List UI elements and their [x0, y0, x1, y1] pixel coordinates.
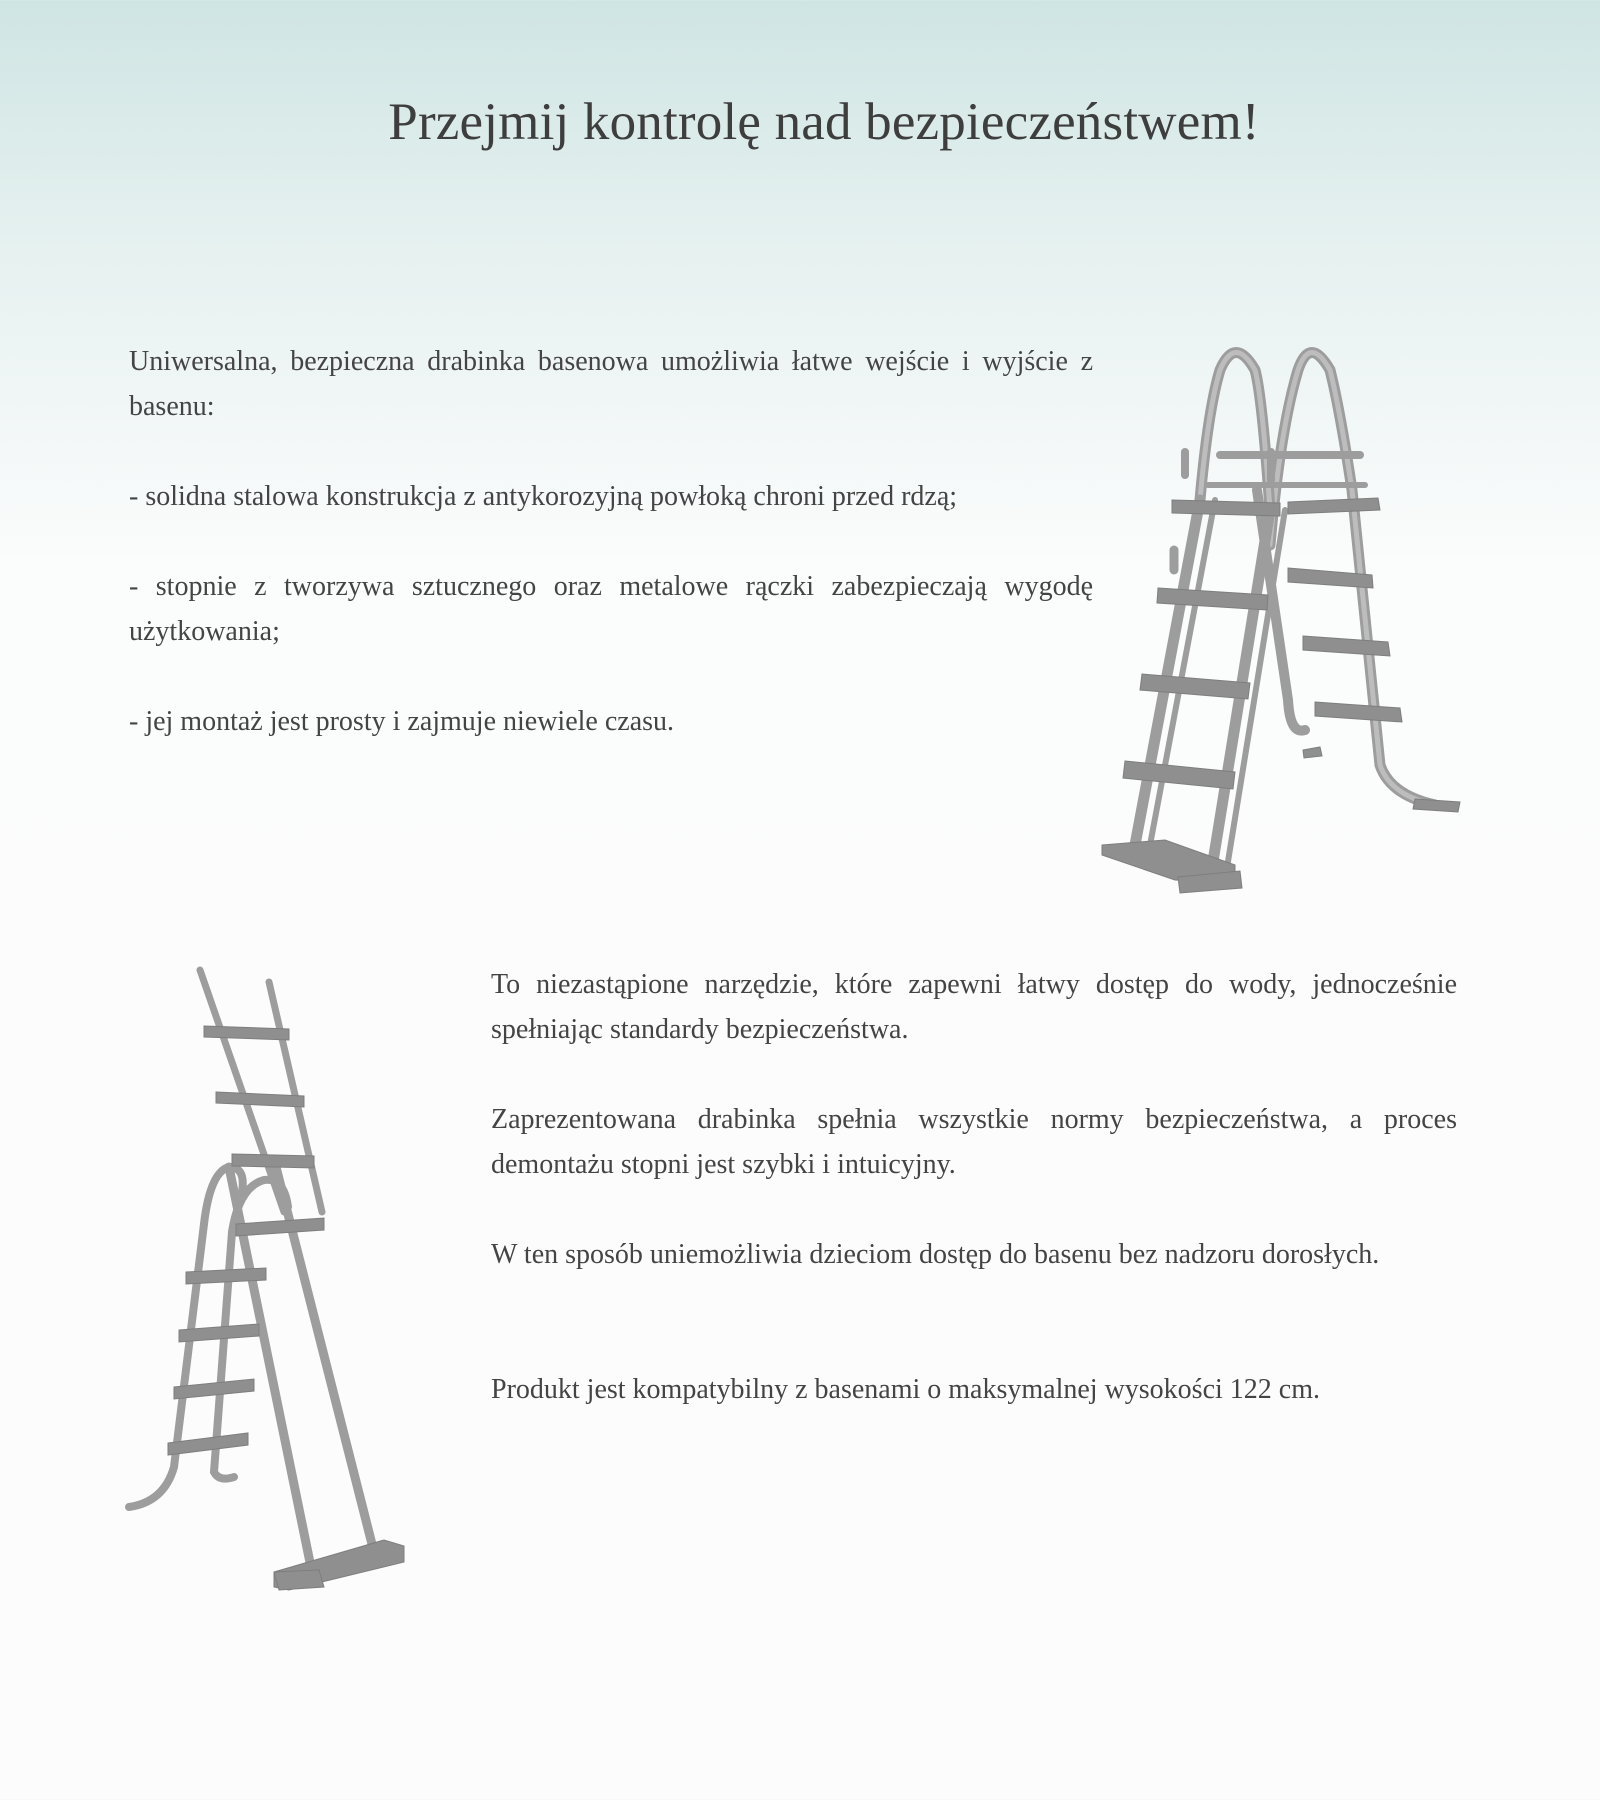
- tool-paragraph: To niezastąpione narzędzie, które zapewni łatwy dostęp do wody, jednocześnie spełniając standardy bezpieczeństwa.: [491, 969, 1457, 1045]
- pool-ladder-side-image: [124, 962, 424, 1602]
- safety-norms-paragraph: Zaprezentowana drabinka spełnia wszystkie normy bezpieczeństwa, a proces demontażu stopni jest szybki i intuicyjny.: [491, 1104, 1457, 1180]
- pool-ladder-image: [1090, 340, 1470, 900]
- description-section-1: [129, 339, 1093, 789]
- feature-bullet-steps: - stopnie z tworzywa sztucznego oraz metalowe rączki zabezpieczają wygodę użytkowania;: [129, 571, 1093, 647]
- child-safety-paragraph: W ten sposób uniemożliwia dzieciom dostęp do basenu bez nadzoru dorosłych.: [491, 1239, 1380, 1270]
- compatibility-paragraph: Produkt jest kompatybilny z basenami o maksymalnej wysokości 122 cm.: [491, 1374, 1320, 1405]
- intro-paragraph: Uniwersalna, bezpieczna drabinka basenowa umożliwia łatwe wejście i wyjście z basenu:: [129, 346, 1093, 422]
- description-section-2: [491, 962, 1457, 1457]
- feature-bullet-assembly: - jej montaż jest prosty i zajmuje niewiele czasu.: [129, 706, 675, 737]
- page-title: Przejmij kontrolę nad bezpieczeństwem!: [388, 93, 1260, 151]
- feature-bullet-steel: - solidna stalowa konstrukcja z antykorozyjną powłoką chroni przed rdzą;: [129, 481, 958, 512]
